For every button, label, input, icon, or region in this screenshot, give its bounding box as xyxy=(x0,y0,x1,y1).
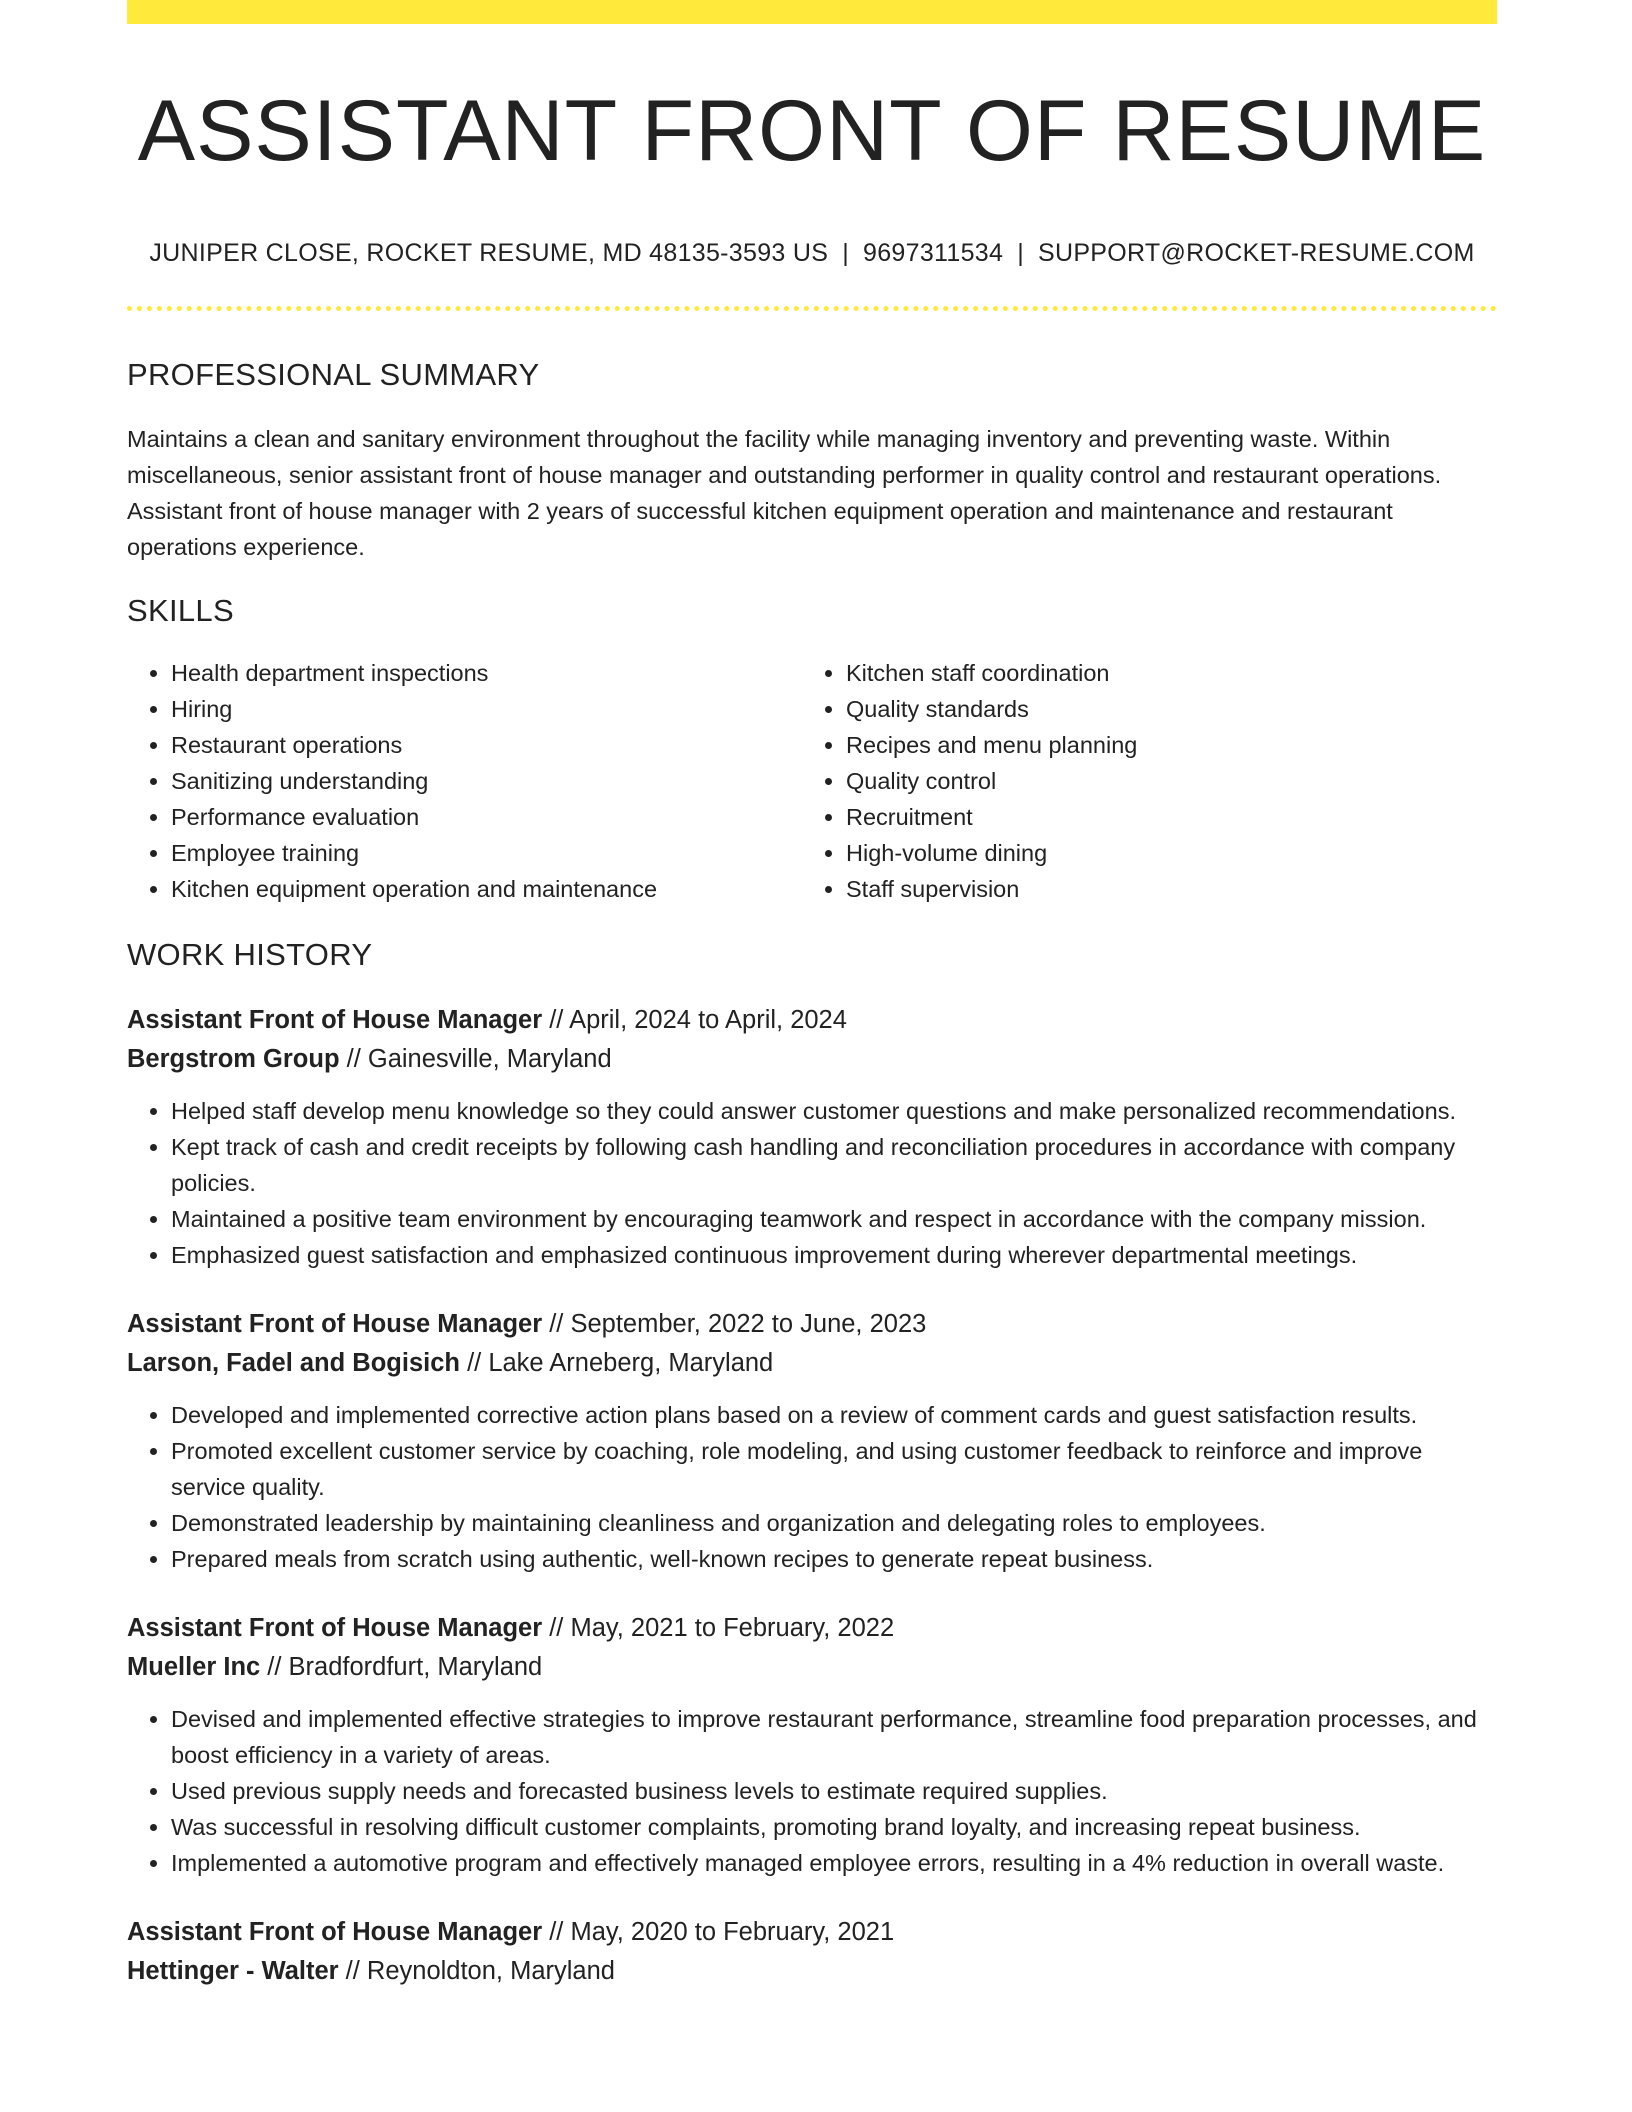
job-bullet: • Promoted excellent customer service by coaching, role modeling, and using customer feedback to reinforce and improve service quality. xyxy=(171,1433,1497,1505)
job-company-line xyxy=(127,1952,1497,1991)
job-title: Assistant Front of House Manager xyxy=(127,1613,543,1642)
skills-column-left xyxy=(127,655,802,907)
skills-list xyxy=(127,655,1497,907)
job-bullets xyxy=(127,1701,1497,1881)
contact-separator: | xyxy=(842,238,849,267)
job-bullet: • Used previous supply needs and forecasted business levels to estimate required supplies. xyxy=(171,1773,1497,1809)
job-entry xyxy=(127,1001,1497,1273)
job-bullet: • Emphasized guest satisfaction and emphasized continuous improvement during wherever departmental meetings. xyxy=(171,1237,1497,1273)
job-entry xyxy=(127,1913,1497,1991)
job-company: Larson, Fadel and Bogisich xyxy=(127,1348,460,1377)
job-bullet: • Developed and implemented corrective action plans based on a review of comment cards and guest satisfaction results. xyxy=(171,1397,1497,1433)
resume-title: ASSISTANT FRONT OF RESUME xyxy=(137,83,1487,179)
section-heading-work-history: WORK HISTORY xyxy=(127,936,373,972)
job-dates: // September, 2022 to June, 2023 xyxy=(542,1309,927,1338)
contact-email[interactable]: SUPPORT@ROCKET-RESUME.COM xyxy=(1037,238,1475,267)
summary-text: Maintains a clean and sanitary environment throughout the facility while managing inventory and preventing waste. Within miscellaneous, senior assistant front of house manager and outstanding performer in quality control and restaurant operations. Assistant front of house manager with 2 years of successful kitchen equipment operation and maintenance and restaurant operations experience. xyxy=(127,425,1442,560)
job-company-line xyxy=(127,1040,1497,1079)
job-title-line xyxy=(127,1913,1497,1952)
skill-item: • Kitchen staff coordination xyxy=(846,655,1477,691)
job-entry xyxy=(127,1305,1497,1577)
skill-item: • Quality control xyxy=(846,763,1477,799)
job-location: // Reynoldton, Maryland xyxy=(338,1956,615,1985)
job-bullet: • Implemented a automotive program and effectively managed employee errors, resulting in a 4% reduction in overall waste. xyxy=(171,1845,1497,1881)
job-title: Assistant Front of House Manager xyxy=(127,1917,543,1946)
job-bullet: • Kept track of cash and credit receipts by following cash handling and reconciliation procedures in accordance with company policies. xyxy=(171,1129,1497,1201)
job-bullets xyxy=(127,1397,1497,1577)
job-dates: // April, 2024 to April, 2024 xyxy=(542,1005,847,1034)
resume-page xyxy=(127,0,1497,1991)
job-dates: // May, 2020 to February, 2021 xyxy=(542,1917,895,1946)
job-bullet: • Maintained a positive team environment by encouraging teamwork and respect in accordance with the company mission. xyxy=(171,1201,1497,1237)
skill-item: • Kitchen equipment operation and maintenance xyxy=(171,871,802,907)
job-company-line xyxy=(127,1648,1497,1687)
contact-phone: 9697311534 xyxy=(863,238,1004,267)
job-company: Hettinger - Walter xyxy=(127,1956,339,1985)
job-bullet: • Was successful in resolving difficult customer complaints, promoting brand loyalty, and increasing repeat business. xyxy=(171,1809,1497,1845)
skill-item: • Hiring xyxy=(171,691,802,727)
job-bullet: • Helped staff develop menu knowledge so they could answer customer questions and make personalized recommendations. xyxy=(171,1093,1497,1129)
contact-separator: | xyxy=(1017,238,1024,267)
job-bullet: • Prepared meals from scratch using authentic, well-known recipes to generate repeat business. xyxy=(171,1541,1497,1577)
skills-column-right xyxy=(802,655,1477,907)
skill-item: • Sanitizing understanding xyxy=(171,763,802,799)
skill-item: • Recipes and menu planning xyxy=(846,727,1477,763)
skill-item: • Health department inspections xyxy=(171,655,802,691)
job-dates: // May, 2021 to February, 2022 xyxy=(542,1613,895,1642)
skill-item: • High-volume dining xyxy=(846,835,1477,871)
contact-line xyxy=(127,239,1497,268)
accent-top-bar xyxy=(127,0,1497,24)
skill-item: • Employee training xyxy=(171,835,802,871)
job-title-line xyxy=(127,1609,1497,1648)
job-title: Assistant Front of House Manager xyxy=(127,1309,543,1338)
job-title-line xyxy=(127,1305,1497,1344)
job-bullet: • Devised and implemented effective strategies to improve restaurant performance, streamline food preparation processes, and boost efficiency in a variety of areas. xyxy=(171,1701,1497,1773)
section-heading-summary: PROFESSIONAL SUMMARY xyxy=(127,356,540,392)
dotted-divider xyxy=(127,306,1497,311)
job-location: // Gainesville, Maryland xyxy=(339,1044,612,1073)
skill-item: • Quality standards xyxy=(846,691,1477,727)
job-company: Bergstrom Group xyxy=(127,1044,340,1073)
job-title-line xyxy=(127,1001,1497,1040)
section-heading-skills: SKILLS xyxy=(127,592,234,628)
job-location: // Bradfordfurt, Maryland xyxy=(260,1652,543,1681)
skill-item: • Restaurant operations xyxy=(171,727,802,763)
job-bullets xyxy=(127,1093,1497,1273)
skill-item: • Staff supervision xyxy=(846,871,1477,907)
skill-item: • Recruitment xyxy=(846,799,1477,835)
job-entry xyxy=(127,1609,1497,1881)
job-bullet: • Demonstrated leadership by maintaining cleanliness and organization and delegating roles to employees. xyxy=(171,1505,1497,1541)
skill-item: • Performance evaluation xyxy=(171,799,802,835)
job-company: Mueller Inc xyxy=(127,1652,261,1681)
job-location: // Lake Arneberg, Maryland xyxy=(459,1348,774,1377)
job-company-line xyxy=(127,1344,1497,1383)
job-title: Assistant Front of House Manager xyxy=(127,1005,543,1034)
contact-address: JUNIPER CLOSE, ROCKET RESUME, MD 48135-3593 US xyxy=(149,238,829,267)
